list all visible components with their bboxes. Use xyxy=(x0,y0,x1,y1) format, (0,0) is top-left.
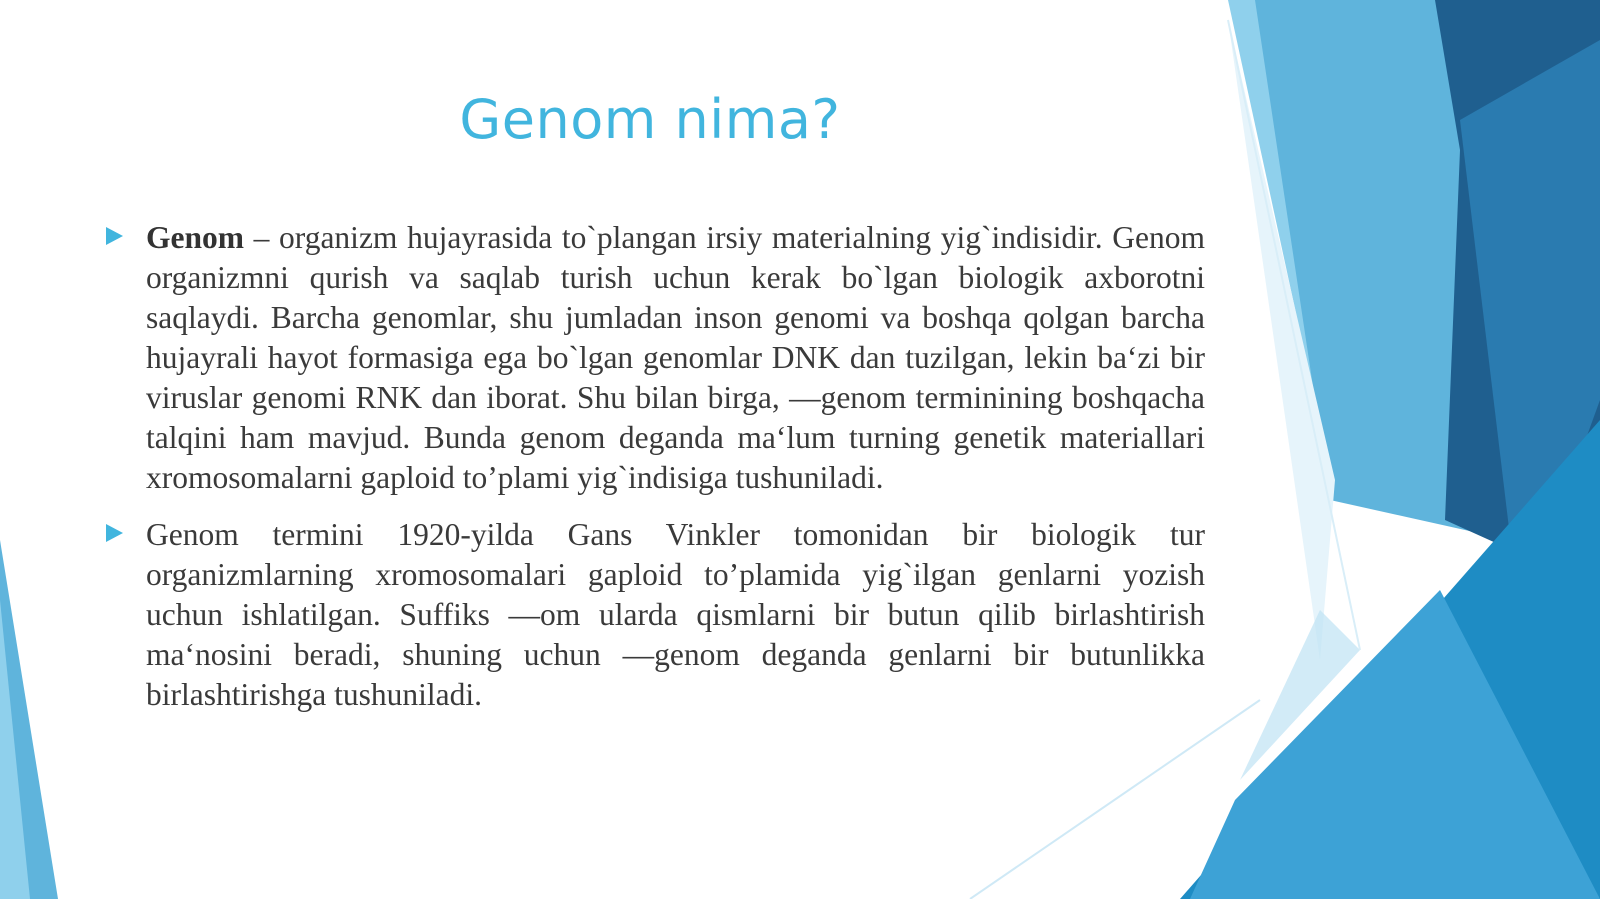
slide-title: Genom nima? xyxy=(459,88,841,151)
bullet-item xyxy=(100,218,1205,498)
triangle-bullet-icon xyxy=(104,226,124,246)
bullet-text xyxy=(146,515,1205,715)
bullet-list xyxy=(100,218,1205,732)
triangle-bullet-icon xyxy=(104,523,124,543)
bullet-item xyxy=(100,515,1205,715)
bullet-body: – organizm hujayrasida to`plangan irsiy materialning yig`indisidir. Genom organizmni qurish va saqlab turish uchun kerak bo`lgan biologik axborotni saqlaydi. Barcha genomlar, shu jumladan inson genomi va boshqa qolgan barcha hujayrali hayot formasiga ega bo`lgan genomlar DNK dan tuzilgan, lekin ba‘zi bir viruslar genomi RNK dan iborat. Shu bilan birga, ―genom terminining boshqacha talqini ham mavjud. Bunda genom deganda ma‘lum turning genetik materiallari xromosomalarni gaploid to’plami yig`indisiga tushuniladi. xyxy=(146,220,1205,495)
bullet-body: Genom termini 1920-yilda Gans Vinkler tomonidan bir biologik tur organizmlarning xromosomalari gaploid to’plamida yig`ilgan genlarni yozish uchun ishlatilgan. Suffiks ―om ularda qismlarni bir butun qilib birlashtirish ma‘nosini beradi, shuning uchun ―genom deganda genlarni bir butunlikka birlashtirishga tushuniladi. xyxy=(146,517,1205,712)
bullet-text xyxy=(146,218,1205,498)
bullet-bold-term: Genom xyxy=(146,220,244,255)
